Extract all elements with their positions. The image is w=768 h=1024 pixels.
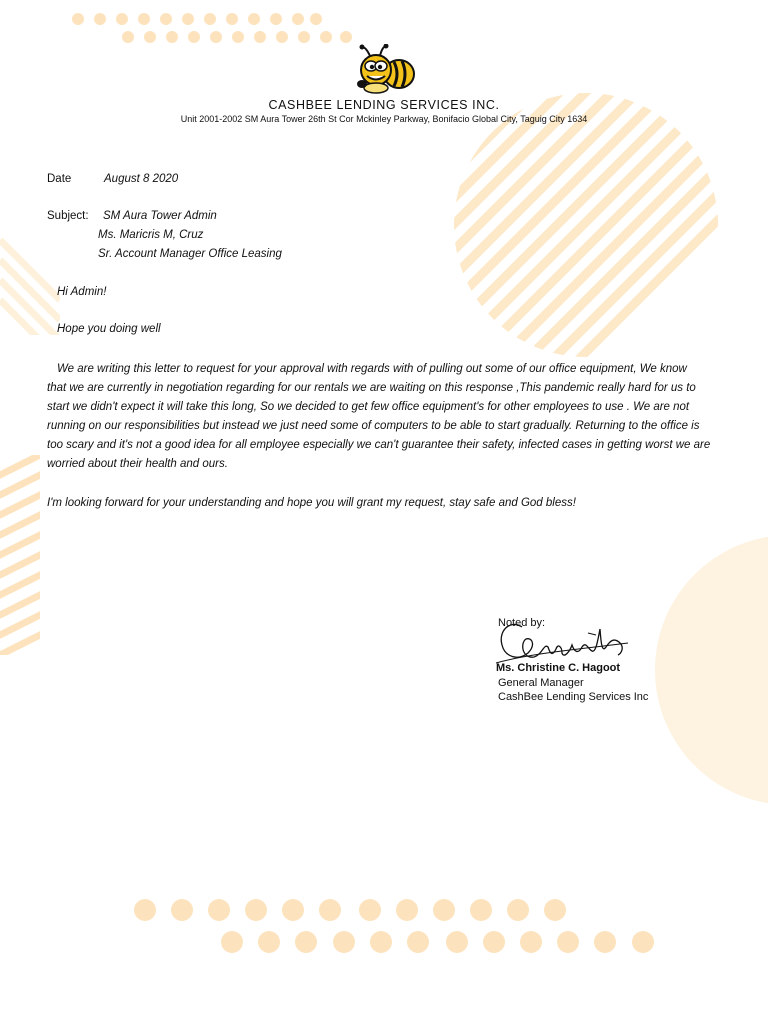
body-line: running on our responsibilities but instead we just need some of computers to be able to start gradually. Returning to the office is	[47, 420, 700, 432]
bottom-dot-pattern	[134, 899, 654, 953]
pale-circle	[655, 535, 768, 805]
subject-line: Ms. Maricris M, Cruz	[98, 229, 204, 241]
signatory-title: General Manager	[498, 677, 584, 689]
body-paragraph	[47, 360, 727, 474]
signatory-company: CashBee Lending Services Inc	[498, 691, 649, 703]
body-line: worried about their health and ours.	[47, 458, 228, 470]
company-address: Unit 2001-2002 SM Aura Tower 26th St Cor Mckinley Parkway, Bonifacio Global City, Taguig City 1634	[180, 114, 588, 124]
subject-label: Subject:	[47, 210, 89, 222]
date-value: August 8 2020	[104, 173, 179, 185]
left-edge-stripes	[0, 450, 50, 660]
opening-line: Hope you doing well	[57, 323, 161, 335]
noted-by-label: Noted by:	[498, 617, 546, 629]
left-faint-stripes	[0, 240, 60, 360]
greeting: Hi Admin!	[57, 286, 107, 298]
subject-line: SM Aura Tower Admin	[103, 210, 217, 222]
subject-line: Sr. Account Manager Office Leasing	[98, 248, 282, 260]
company-name: CASHBEE LENDING SERVICES INC.	[268, 98, 500, 112]
body-line: start we didn't expect it will take this long, So we decided to get few office equipment's for other employees to use . We are not	[47, 401, 690, 413]
body-line: that we are currently in negotiation regarding for our rentals we are waiting on this response ,This pandemic really hard for us to	[47, 382, 696, 394]
body-line: We are writing this letter to request for your approval with regards with of pulling out some of our office equipment, We know	[57, 363, 687, 375]
top-dot-pattern	[72, 13, 352, 43]
bee-mascot-icon	[354, 44, 418, 98]
body-line: too scary and it's not a good idea for all employee especially we can't guarantee their safety, infected cases in getting worst we are	[47, 439, 711, 451]
signatory-name: Ms. Christine C. Hagoot	[496, 662, 621, 674]
date-label: Date	[47, 173, 72, 185]
closing-line: I'm looking forward for your understanding and hope you will grant my request, stay safe and God bless!	[47, 497, 576, 509]
